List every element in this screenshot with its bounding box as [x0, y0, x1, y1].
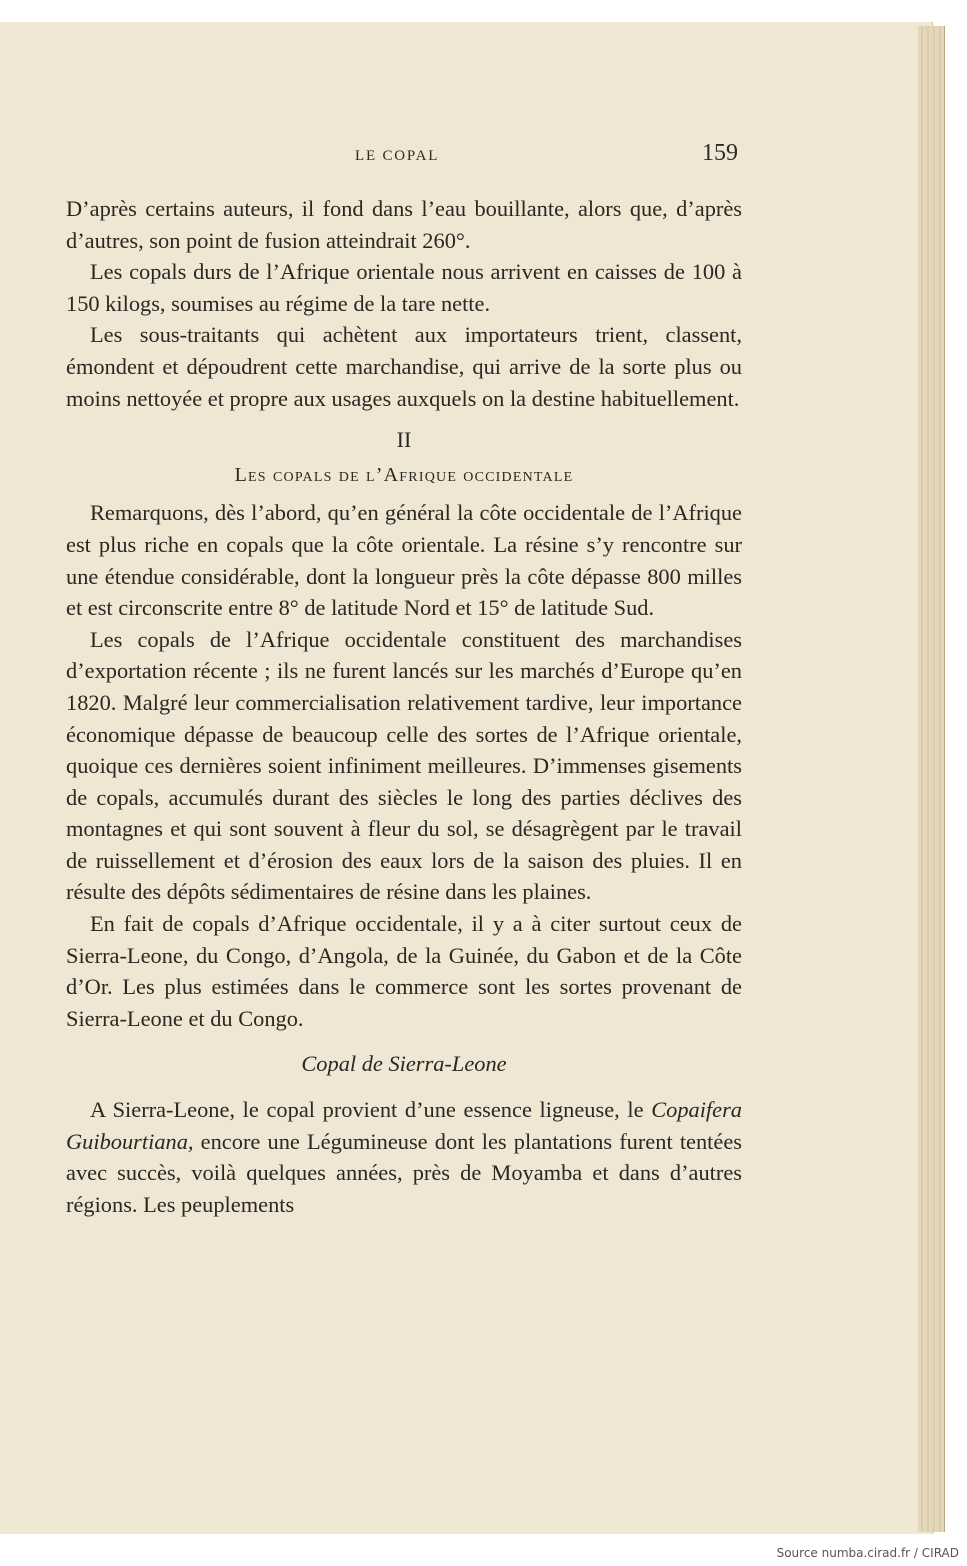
running-title: LE COPAL — [355, 148, 440, 164]
paragraph-5: Les copals de l’Afrique occidentale constituent des marchandises d’exportation récente ; ils ne furent lancés sur les marchés d’Europe qu’en 1820. Malgré leur commercialisation relativement tardive, leur importance économique dépasse de beaucoup celle des sortes de l’Afrique orientale, quoique ces dernières soient infiniment meilleures. D’immenses gisements de copals, accumulés durant des siècles le long des parties déclives des montagnes et qui sont souvent à fleur du sol, se désagrègent par le travail de ruissellement et d’érosion des eaux lors de la saison des pluies. Il en résulte des dépôts sédimentaires de résine dans les plaines. — [66, 626, 742, 905]
paragraph-2: Les copals durs de l’Afrique orientale nous arrivent en caisses de 100 à 150 kilogs, soumises au régime de la tare nette. — [66, 259, 742, 316]
paragraph-1: D’après certains auteurs, il fond dans l’eau bouillante, alors que, d’après d’autres, son point de fusion atteindrait 260°. — [66, 196, 742, 253]
paragraph-7 — [66, 1094, 742, 1220]
paragraph-7-start: A Sierra-Leone, le copal provient d’une essence ligneuse, le — [90, 1097, 652, 1123]
subsection-title: Copal de Sierra-Leone — [301, 1051, 507, 1077]
book-page — [0, 22, 933, 1534]
page-text — [66, 193, 742, 1220]
section-title: Les copals de l’Afrique occidentale — [234, 463, 574, 486]
source-credit: Source numba.cirad.fr / CIRAD — [776, 1546, 959, 1560]
species-name: Copaifera Guibourtiana, — [66, 1097, 742, 1154]
page-edge — [918, 26, 945, 1532]
section-number: II — [396, 427, 412, 453]
paragraph-7-end: encore une Légumineuse dont les plantations furent tentées avec succès, voilà quelques années, près de Moyamba et dans d’autres régions. Les peuplements — [66, 1128, 742, 1217]
page-number: 159 — [702, 140, 738, 166]
paragraph-4: Remarquons, dès l’abord, qu’en général la côte occidentale de l’Afrique est plus riche en copals que la côte orientale. La résine s’y rencontre sur une étendue considérable, dont la longueur près la côte dépasse 800 milles et est circonscrite entre 8° de latitude Nord et 15° de latitude Sud. — [66, 500, 742, 621]
paragraph-6: En fait de copals d’Afrique occidentale, il y a à citer surtout ceux de Sierra-Leone, du Congo, d’Angola, de la Guinée, du Gabon et de la Côte d’Or. Les plus estimées dans le commerce sont les sortes provenant de Sierra-Leone et du Congo. — [66, 911, 742, 1031]
running-head — [0, 140, 932, 170]
paragraph-3: Les sous-traitants qui achètent aux importateurs trient, classent, émondent et dépoudrent cette marchandise, qui arrive de la sorte plus ou moins nettoyée et propre aux usages auxquels on la destine habituellement. — [66, 322, 742, 411]
